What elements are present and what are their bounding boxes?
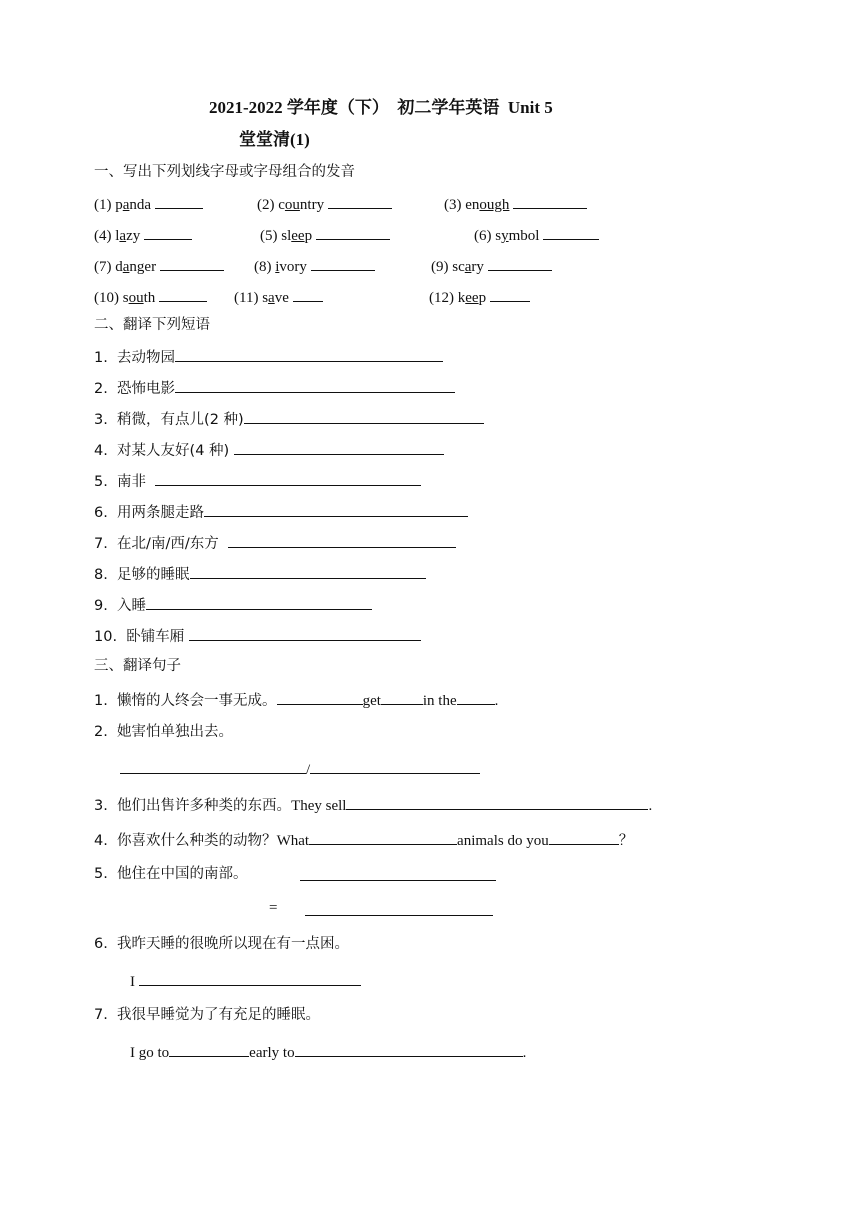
word-part: mbol xyxy=(508,228,540,244)
phrase-item xyxy=(94,625,421,647)
sentence-word: animals do you xyxy=(457,833,549,849)
underlined-letters: ee xyxy=(465,290,479,306)
sentence-word: in the xyxy=(422,693,457,709)
answer-blank[interactable] xyxy=(175,346,443,362)
answer-blank[interactable] xyxy=(139,970,361,986)
phonics-item xyxy=(94,193,203,215)
item-number: (6) xyxy=(474,228,492,244)
phonics-item xyxy=(431,255,552,277)
sentence-end: . xyxy=(522,1045,527,1061)
underlined-letters: i xyxy=(275,259,280,275)
word-part: nger xyxy=(129,259,157,275)
item-number: (1) xyxy=(94,197,112,213)
sentence-word: I go to xyxy=(130,1045,170,1061)
phrase-label: 6. 用两条腿走路 xyxy=(94,505,205,521)
word-part: zy xyxy=(126,228,141,244)
item-number: (7) xyxy=(94,259,112,275)
underlined-letters: ee xyxy=(291,228,305,244)
answer-blank[interactable] xyxy=(144,224,192,240)
answer-blank[interactable] xyxy=(160,255,224,271)
sentence-2-answer xyxy=(120,758,480,780)
word-part: s xyxy=(262,290,269,306)
answer-blank[interactable] xyxy=(305,900,493,916)
page-title: 2021-2022 学年度（下） 初二学年英语 Unit 5 xyxy=(209,98,553,117)
item-number: (4) xyxy=(94,228,112,244)
word-part: l xyxy=(115,228,120,244)
answer-blank[interactable] xyxy=(175,377,455,393)
underlined-letters: ou xyxy=(128,290,144,306)
phonics-item xyxy=(474,224,599,246)
item-number: (2) xyxy=(257,197,275,213)
phrase-item xyxy=(94,346,443,368)
answer-blank[interactable] xyxy=(228,532,456,548)
phrase-label: 2. 恐怖电影 xyxy=(94,381,176,397)
sentence-end: . xyxy=(648,798,653,814)
underlined-letters: a xyxy=(268,290,275,306)
word-part: ry xyxy=(471,259,484,275)
answer-blank[interactable] xyxy=(169,1041,249,1057)
phrase-item xyxy=(94,408,484,430)
answer-blank[interactable] xyxy=(311,255,375,271)
answer-blank[interactable] xyxy=(309,829,457,845)
word-part: sc xyxy=(452,259,465,275)
word-part: c xyxy=(278,197,285,213)
phonics-item xyxy=(254,255,375,277)
answer-blank[interactable] xyxy=(488,255,552,271)
word-part: p xyxy=(304,228,313,244)
word-part: k xyxy=(457,290,466,306)
sentence-cn: 1. 懒惰的人终会一事无成。 xyxy=(94,693,277,709)
answer-blank[interactable] xyxy=(490,286,530,302)
sentence-6: 6. 我昨天睡的很晚所以现在有一点困。 xyxy=(94,936,350,952)
sentence-cn: 3. 他们出售许多种类的东西。 xyxy=(94,798,292,814)
sentence-5: 5. 他住在中国的南部。 xyxy=(94,866,248,882)
phonics-item xyxy=(260,224,390,246)
phrase-label: 1. 去动物园 xyxy=(94,350,176,366)
answer-blank[interactable] xyxy=(120,758,306,774)
separator: / xyxy=(306,762,311,778)
answer-blank[interactable] xyxy=(159,286,207,302)
sentence-3 xyxy=(94,794,652,816)
item-number: (8) xyxy=(254,259,272,275)
answer-blank[interactable] xyxy=(310,758,480,774)
sentence-cn: 4. 你喜欢什么种类的动物？ xyxy=(94,833,277,849)
answer-blank[interactable] xyxy=(234,439,444,455)
sentence-7-answer xyxy=(130,1041,526,1063)
answer-blank[interactable] xyxy=(155,470,421,486)
underlined-letters: a xyxy=(119,228,127,244)
sentence-6-answer xyxy=(130,970,361,992)
sentence-word: What xyxy=(276,833,310,849)
section2-heading: 二、翻译下列短语 xyxy=(94,317,210,333)
answer-blank[interactable] xyxy=(295,1041,523,1057)
sentence-end: . xyxy=(494,693,499,709)
answer-blank[interactable] xyxy=(513,193,587,209)
phonics-item xyxy=(94,255,224,277)
phrase-label: 10. 卧铺车厢 xyxy=(94,629,189,645)
item-number: (3) xyxy=(444,197,462,213)
item-number: (12) xyxy=(429,290,454,306)
phrase-item xyxy=(94,563,426,585)
underlined-letters: a xyxy=(464,259,472,275)
word-part: sl xyxy=(281,228,292,244)
sentence-word: early to xyxy=(249,1045,295,1061)
sentence-word: get xyxy=(362,693,381,709)
phrase-item xyxy=(94,377,455,399)
item-number: (11) xyxy=(234,290,259,306)
phonics-item xyxy=(257,193,392,215)
answer-blank[interactable] xyxy=(300,865,496,881)
phonics-item xyxy=(94,286,207,308)
answer-blank[interactable] xyxy=(328,193,392,209)
item-number: (10) xyxy=(94,290,119,306)
answer-blank[interactable] xyxy=(457,689,495,705)
answer-blank[interactable] xyxy=(316,224,390,240)
phonics-item xyxy=(94,224,192,246)
answer-blank[interactable] xyxy=(204,501,468,517)
answer-blank[interactable] xyxy=(346,794,648,810)
item-number: (9) xyxy=(431,259,449,275)
answer-blank[interactable] xyxy=(543,224,599,240)
phrase-item xyxy=(94,501,468,523)
phonics-item xyxy=(429,286,530,308)
page-subtitle: 堂堂清(1) xyxy=(239,130,310,149)
sentence-word: They sell xyxy=(291,798,347,814)
phrase-item xyxy=(94,439,444,461)
item-number: (5) xyxy=(260,228,278,244)
word-part: d xyxy=(115,259,123,275)
phrase-label: 4. 对某人友好(4 种) xyxy=(94,443,234,459)
phrase-label: 3. 稍微，有点儿(2 种) xyxy=(94,412,244,428)
phonics-item xyxy=(234,286,323,308)
answer-blank[interactable] xyxy=(244,408,484,424)
answer-blank[interactable] xyxy=(190,563,426,579)
underlined-letters: a xyxy=(122,259,130,275)
phrase-item xyxy=(94,470,421,492)
answer-blank[interactable] xyxy=(549,829,619,845)
answer-blank[interactable] xyxy=(381,689,423,705)
word-part: vory xyxy=(279,259,307,275)
word-part: p xyxy=(115,197,123,213)
phrase-label: 8. 足够的睡眠 xyxy=(94,567,190,583)
word-part: ve xyxy=(274,290,289,306)
word-part: th xyxy=(143,290,156,306)
phrase-item xyxy=(94,532,456,554)
answer-blank[interactable] xyxy=(277,689,363,705)
sentence-4 xyxy=(94,829,633,851)
answer-blank[interactable] xyxy=(146,594,372,610)
underlined-letters: a xyxy=(122,197,130,213)
underlined-letters: ou xyxy=(284,197,300,213)
word-part: nda xyxy=(129,197,152,213)
equals-sign: = xyxy=(269,900,278,916)
section3-heading: 三、翻译句子 xyxy=(94,658,181,674)
phrase-label: 7. 在北/南/西/东方 xyxy=(94,536,228,552)
sentence-2: 2. 她害怕单独出去。 xyxy=(94,724,234,740)
phrase-label: 5. 南非 xyxy=(94,474,156,490)
sentence-7: 7. 我很早睡觉为了有充足的睡眠。 xyxy=(94,1007,321,1023)
word-part: p xyxy=(478,290,487,306)
sentence-word: I xyxy=(130,974,139,990)
answer-blank[interactable] xyxy=(293,286,323,302)
underlined-letters: ough xyxy=(479,197,510,213)
word-part: s xyxy=(122,290,129,306)
answer-blank[interactable] xyxy=(189,625,421,641)
sentence-end: ？ xyxy=(618,833,634,849)
word-part: ntry xyxy=(299,197,325,213)
phrase-label: 9. 入睡 xyxy=(94,598,147,614)
section1-heading: 一、写出下列划线字母或字母组合的发音 xyxy=(94,164,355,180)
phrase-item xyxy=(94,594,372,616)
answer-blank[interactable] xyxy=(155,193,203,209)
sentence-1 xyxy=(94,689,498,711)
word-part: s xyxy=(495,228,502,244)
phonics-item xyxy=(444,193,587,215)
word-part: en xyxy=(465,197,480,213)
underlined-letters: y xyxy=(501,228,509,244)
